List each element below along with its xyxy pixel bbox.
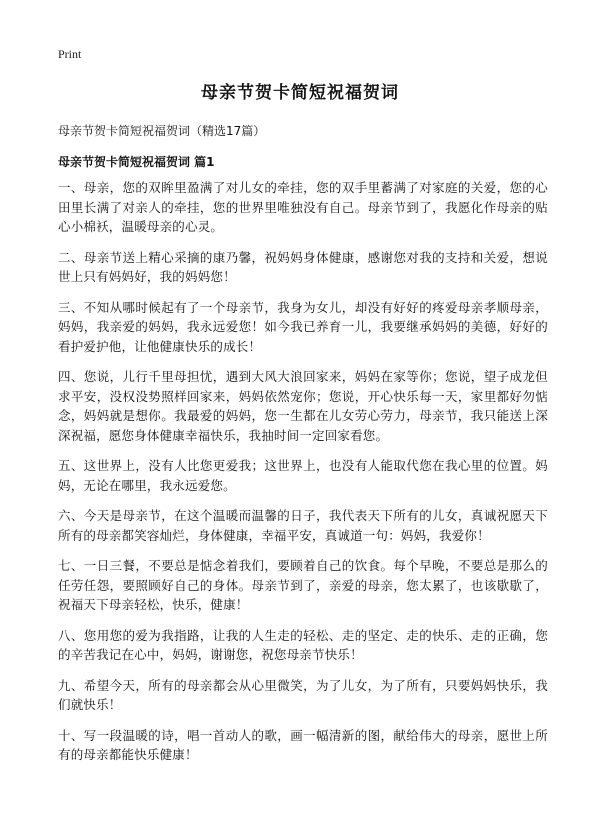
paragraph-3: 三、不知从哪时候起有了一个母亲节，我身为女儿，却没有好好的疼爱母亲孝顺母亲，妈妈，我亲爱的妈妈，我永远爱您！如今我已养育一儿，我要继承妈妈的美德，好好的看护爱护他，让他健康快乐的成长！: [58, 299, 548, 354]
paragraph-6: 六、今天是母亲节，在这个温暖而温馨的日子，我代表天下所有的儿女，真诚祝愿天下所有的母亲都笑容灿烂，身体健康，幸福平安，真诚道一句：妈妈，我爱你！: [58, 508, 548, 543]
paragraph-10: 十、写一段温暖的诗，唱一首动人的歌，画一幅清新的图，献给伟大的母亲，愿世上所有的母亲都能快乐健康！: [58, 727, 548, 762]
paragraph-1: 一、母亲，您的双眸里盈满了对儿女的牵挂，您的双手里蓄满了对家庭的关爱，您的心田里长满了对亲人的牵挂，您的世界里唯独没有自己。母亲节到了，我愿化作母亲的贴心小棉袄，温暖母亲的心灵。: [58, 180, 548, 234]
paragraph-2: 二、母亲节送上精心采摘的康乃馨，祝妈妈身体健康，感谢您对我的支持和关爱，想说世上只有妈妈好，我的妈妈您！: [58, 249, 548, 284]
paragraph-4: 四、您说，儿行千里母担忧，遇到大风大浪回家来，妈妈在家等你；您说，望子成龙但求平安，没权没势照样回家来，妈妈依然宠你；您说，开心快乐每一天，家里都好勿惦念，妈妈就是想你。我最爱的妈妈，您一生都在儿女劳心劳力，母亲节，我只能送上深深祝福，愿您身体健康幸福快乐，我抽时间一定回家看您。: [58, 369, 548, 443]
print-link[interactable]: Print: [58, 47, 82, 61]
document-title: 母亲节贺卡简短祝福贺词: [201, 83, 399, 103]
section-heading: 母亲节贺卡简短祝福贺词 篇1: [58, 155, 215, 169]
document-subtitle: 母亲节贺卡简短祝福贺词（精选17篇）: [58, 124, 266, 138]
paragraph-list: [58, 178, 548, 776]
paragraph-9: 九、希望今天，所有的母亲都会从心里微笑，为了儿女，为了所有，只要妈妈快乐，我们就快乐！: [58, 677, 548, 712]
paragraph-7: 七、一日三餐，不要总是惦念着我们，要顾着自己的饮食。每个早晚，不要总是那么的任劳任怨，要照顾好自己的身体。母亲节到了，亲爱的母亲，您太累了，也该歇歇了，祝福天下母亲轻松，快乐，健康！: [58, 558, 548, 612]
paragraph-8: 八、您用您的爱为我指路，让我的人生走的轻松、走的坚定、走的快乐、走的正确，您的辛苦我记在心中，妈妈，谢谢您，祝您母亲节快乐！: [58, 627, 548, 662]
paragraph-5: 五、这世界上，没有人比您更爱我；这世界上，也没有人能取代您在我心里的位置。妈妈，无论在哪里，我永远爱您。: [58, 458, 548, 493]
